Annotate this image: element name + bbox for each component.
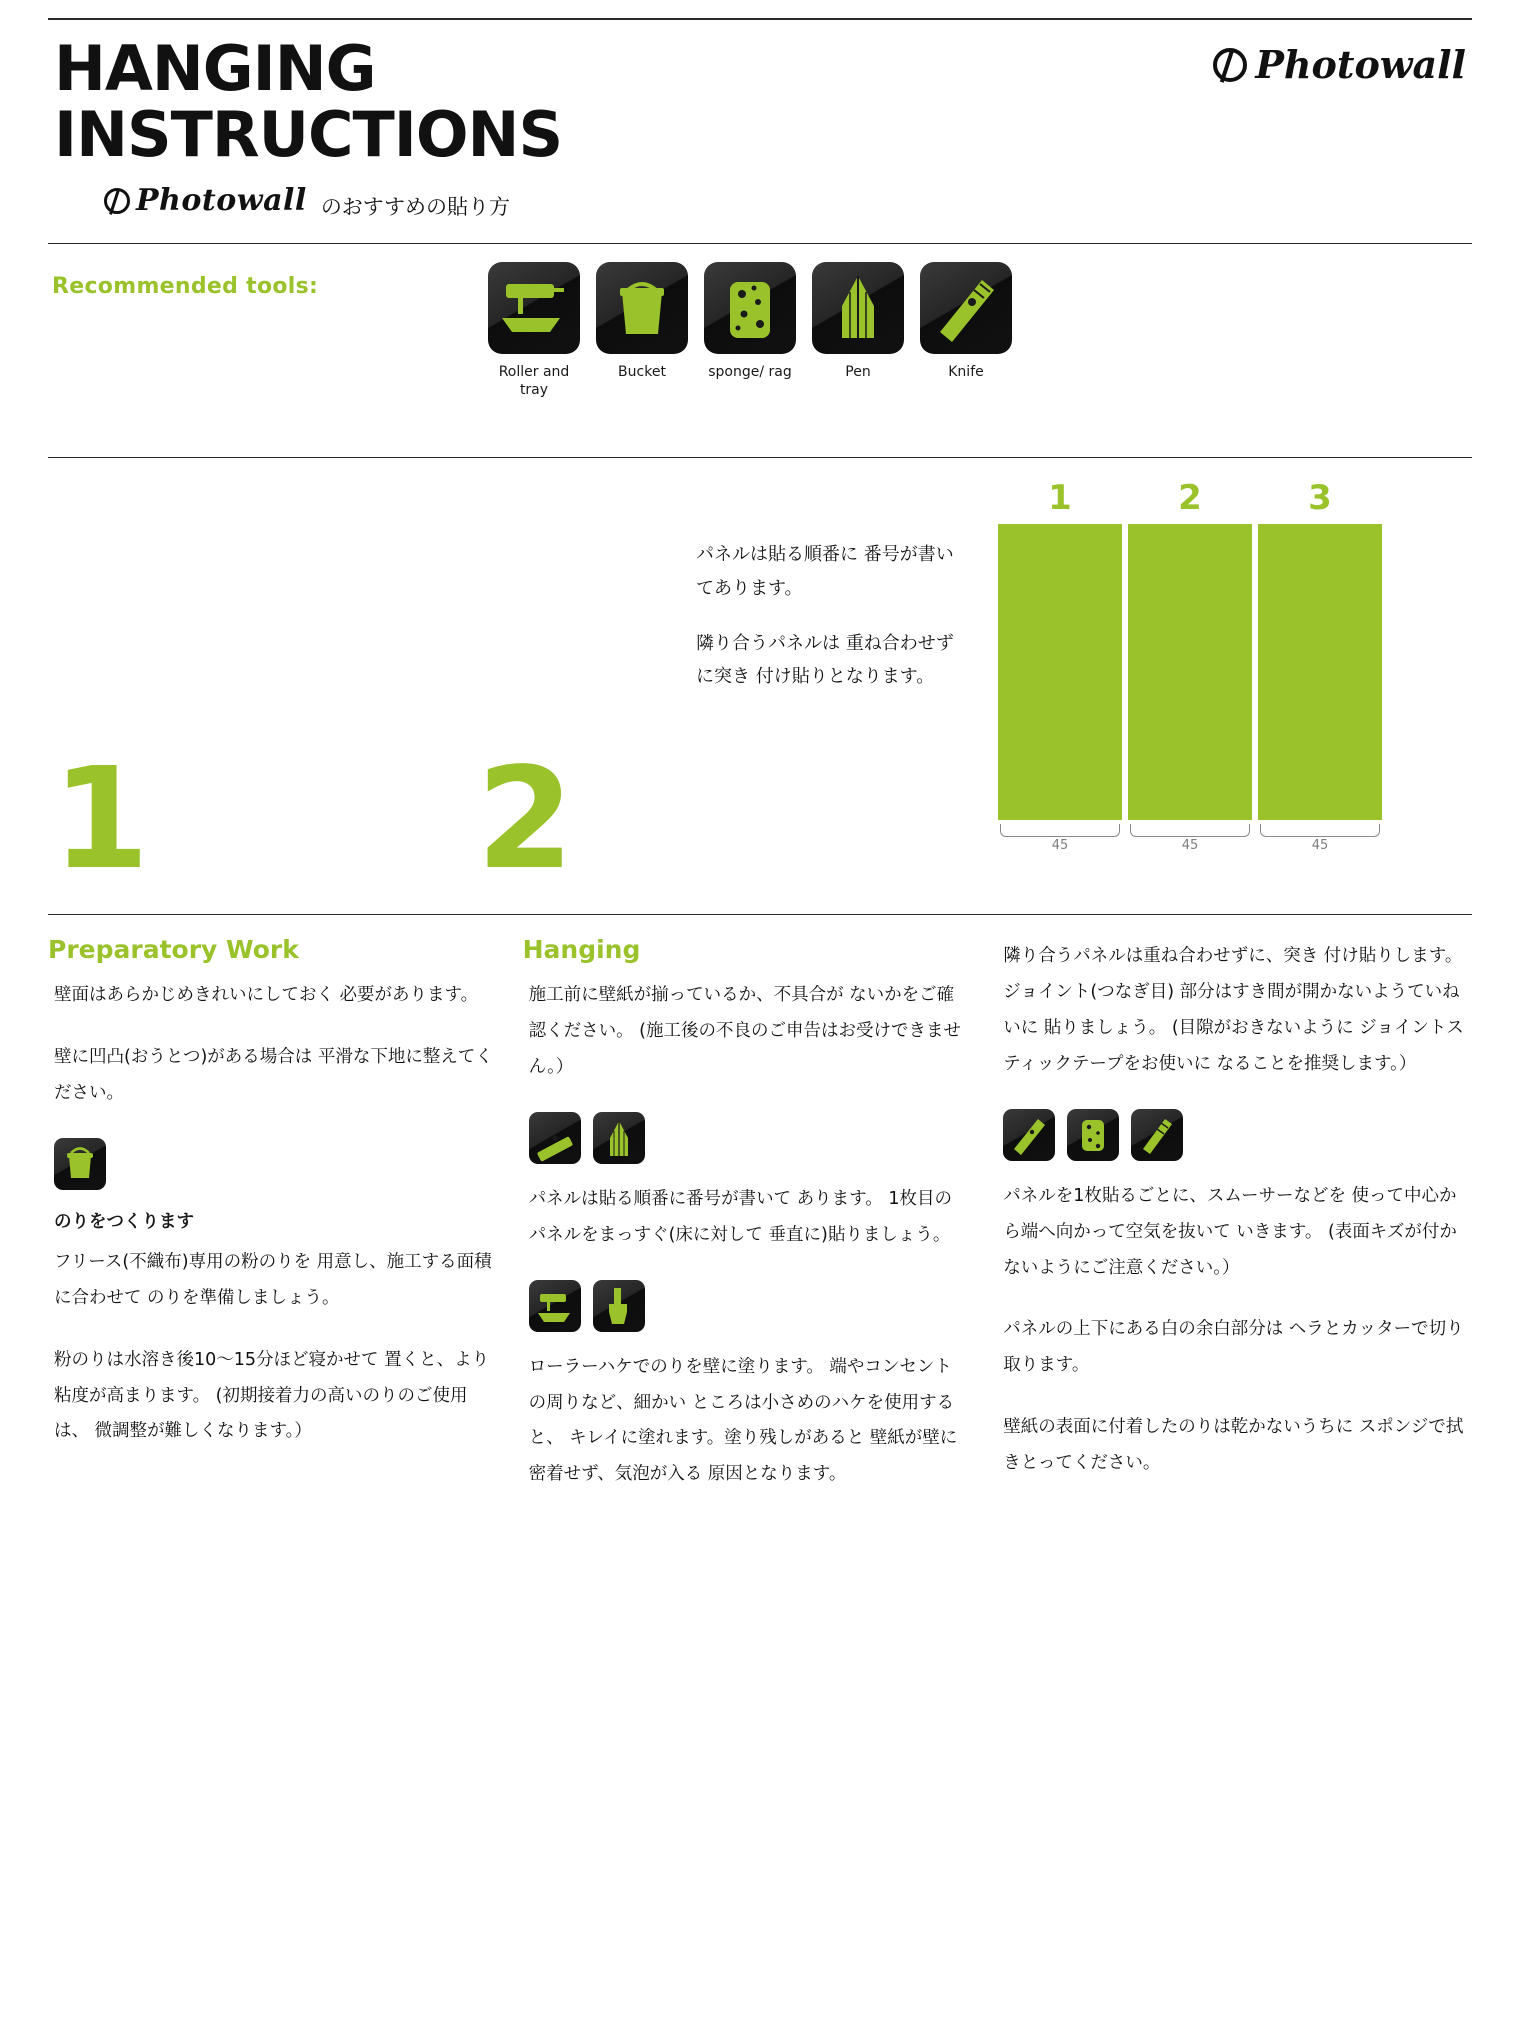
- bucket-glyph: [596, 262, 688, 354]
- step-2-number: 2: [476, 738, 574, 902]
- roller-glyph: [529, 1280, 581, 1332]
- prep-paragraph-4: 粉のりは水溶き後10〜15分ほど寝かせて 置くと、より粘度が高まります。 (初期接着力の高いのりのご使用は、 微調整が難しくなります。）: [54, 1349, 490, 1442]
- tool-item: [488, 262, 580, 399]
- prep-paragraph-3: フリース(不織布)専用の粉のりを 用意し、施工する面積に合わせて のりを準備しましょう。: [54, 1251, 492, 1308]
- column-preparatory-work: [48, 935, 523, 1493]
- knife-icon: [920, 262, 1012, 354]
- preparatory-body: [48, 978, 495, 1112]
- bucket-icon: [596, 262, 688, 354]
- pen-glyph: [812, 262, 904, 354]
- sponge-glyph: [704, 262, 796, 354]
- column-jointing: [997, 935, 1472, 1493]
- middle-section: [48, 458, 1472, 902]
- prep-paragraph-2: 壁に凹凸(おうとつ)がある場合は 平滑な下地に整えてください。: [54, 1047, 493, 1104]
- hanging-icon-row-2: [529, 1280, 970, 1332]
- panel-measure: 45: [998, 822, 1122, 853]
- instruction-columns: [48, 915, 1472, 1533]
- header: [48, 20, 1472, 221]
- tool-item: [704, 262, 796, 399]
- bucket-glyph: [54, 1138, 106, 1190]
- pen-icon: [593, 1112, 645, 1164]
- smoother-icon: [1131, 1109, 1183, 1161]
- pen-glyph: [593, 1112, 645, 1164]
- bucket-icon: [54, 1138, 106, 1190]
- jointing-body-1: [997, 935, 1472, 1083]
- knife-icon: [1003, 1109, 1055, 1161]
- preparatory-body-2: [48, 1245, 495, 1450]
- hanging-paragraph-1: 施工前に壁紙が揃っているか、不具合が ないかをご確認ください。 (施工後の不良のご申告はお受けできません。）: [528, 985, 961, 1078]
- jointing-paragraph-3: パネルの上下にある白の余白部分は ヘラとカッターで切り取ります。: [1003, 1319, 1464, 1376]
- brush-icon: [593, 1280, 645, 1332]
- level-glyph: [529, 1112, 581, 1164]
- column-hanging: [523, 935, 998, 1493]
- recommended-tools-section: [48, 244, 1472, 399]
- tool-caption: sponge/ rag: [708, 363, 792, 380]
- page-title-line1: HANGING: [54, 32, 376, 105]
- section-title-hanging: Hanging: [522, 935, 641, 965]
- level-icon: [529, 1112, 581, 1164]
- panel-number-row: [992, 478, 1472, 518]
- brand-logo-header: [1213, 36, 1472, 87]
- knife-glyph: [920, 262, 1012, 354]
- hanging-body-2: [523, 1182, 970, 1254]
- panel-row: [992, 524, 1472, 820]
- panel-3: [1258, 524, 1382, 820]
- sponge-rag-icon: [704, 262, 796, 354]
- panel-1: [998, 524, 1122, 820]
- hanging-icon-row-1: [529, 1112, 970, 1164]
- instruction-sheet: [0, 18, 1520, 2018]
- jointing-paragraph-1: 隣り合うパネルは重ね合わせずに、突き 付け貼りします。ジョイント(つなぎ目) 部分はすき間が開かないようていねいに 貼りましょう。 (目隙がおきないように ジョイントスティックテープをお使いに なることを推奨します。）: [1003, 946, 1464, 1074]
- hanging-body-3: [523, 1350, 970, 1494]
- hanging-body-1: [523, 978, 970, 1086]
- panel-measure: 45: [1128, 822, 1252, 853]
- sponge-glyph: [1067, 1109, 1119, 1161]
- roller-and-tray-icon: [488, 262, 580, 354]
- panel-measure-row: [992, 822, 1472, 853]
- brand-logo-text: Photowall: [1255, 42, 1466, 87]
- prep-paragraph-1: 壁面はあらかじめきれいにしておく 必要があります。: [54, 985, 479, 1006]
- sponge-rag-icon: [1067, 1109, 1119, 1161]
- prep-icon-row: [54, 1138, 495, 1190]
- hanging-paragraph-3: ローラーハケでのりを壁に塗ります。 端やコンセントの周りなど、細かい ところは小さめのハケを使用すると、 キレイに塗れます。塗り残しがあると 壁紙が壁に密着せず、気泡が入る 原因となります。: [528, 1356, 958, 1485]
- panel-measure: 45: [1258, 822, 1382, 853]
- jointing-body-2: [997, 1179, 1472, 1482]
- pen-icon: [812, 262, 904, 354]
- recommended-tools-label: Recommended tools:: [52, 273, 319, 299]
- jointing-paragraph-4: 壁紙の表面に付着したのりは乾かないうちに スポンジで拭きとってください。: [1003, 1417, 1464, 1474]
- tool-item: [596, 262, 688, 399]
- prep-bold-lead: のりをつくります: [54, 1211, 194, 1232]
- photowall-mark-icon: [1213, 48, 1247, 82]
- tool-list: [488, 262, 1012, 399]
- page-title-line2: INSTRUCTIONS: [54, 97, 563, 171]
- subtitle-row: [54, 183, 562, 221]
- step-1-number: 1: [52, 738, 150, 902]
- panel-number: 1: [1048, 478, 1072, 519]
- tool-caption: Roller and tray: [498, 363, 570, 399]
- brand-name: Photowall: [136, 183, 307, 219]
- panel-number: 3: [1308, 478, 1332, 519]
- tool-item: [812, 262, 904, 399]
- title-block: [48, 32, 563, 221]
- step-1-number-column: [48, 468, 476, 902]
- photowall-mark-icon: [104, 188, 130, 214]
- panel-note: [696, 468, 966, 715]
- brand-logo-inline: [104, 183, 307, 218]
- subtitle-japanese: のおすすめの貼り方: [320, 194, 511, 219]
- smoother-glyph: [1131, 1109, 1183, 1161]
- panel-2: [1128, 524, 1252, 820]
- panel-number: 2: [1178, 478, 1202, 519]
- tool-item: [920, 262, 1012, 399]
- jointing-paragraph-2: パネルを1枚貼るごとに、スムーサーなどを 使って中心から端へ向かって空気を抜いて いきます。 (表面キズが付かないようにご注意ください。）: [1003, 1185, 1457, 1278]
- tool-caption: Knife: [948, 363, 984, 380]
- tool-caption: Pen: [845, 363, 871, 380]
- roller-and-tray-glyph: [488, 262, 580, 354]
- panel-note-1: パネルは貼る順番に 番号が書いてあります。: [696, 544, 954, 599]
- panel-diagram: [992, 468, 1472, 853]
- knife-glyph: [1003, 1109, 1055, 1161]
- panel-note-2: 隣り合うパネルは 重ね合わせずに突き 付け貼りとなります。: [696, 632, 954, 688]
- jointing-icon-row: [1003, 1109, 1472, 1161]
- hanging-paragraph-2: パネルは貼る順番に番号が書いて あります。 1枚目のパネルをまっすぐ(床に対して 垂直に)貼りましょう。: [528, 1188, 952, 1245]
- tool-caption: Bucket: [618, 363, 666, 380]
- section-title-preparatory: Preparatory Work: [48, 935, 299, 965]
- panel-diagram-column: [696, 468, 1472, 888]
- page-title: [54, 32, 563, 171]
- step-2-number-column: [476, 468, 696, 902]
- brush-glyph: [593, 1280, 645, 1332]
- roller-and-tray-icon: [529, 1280, 581, 1332]
